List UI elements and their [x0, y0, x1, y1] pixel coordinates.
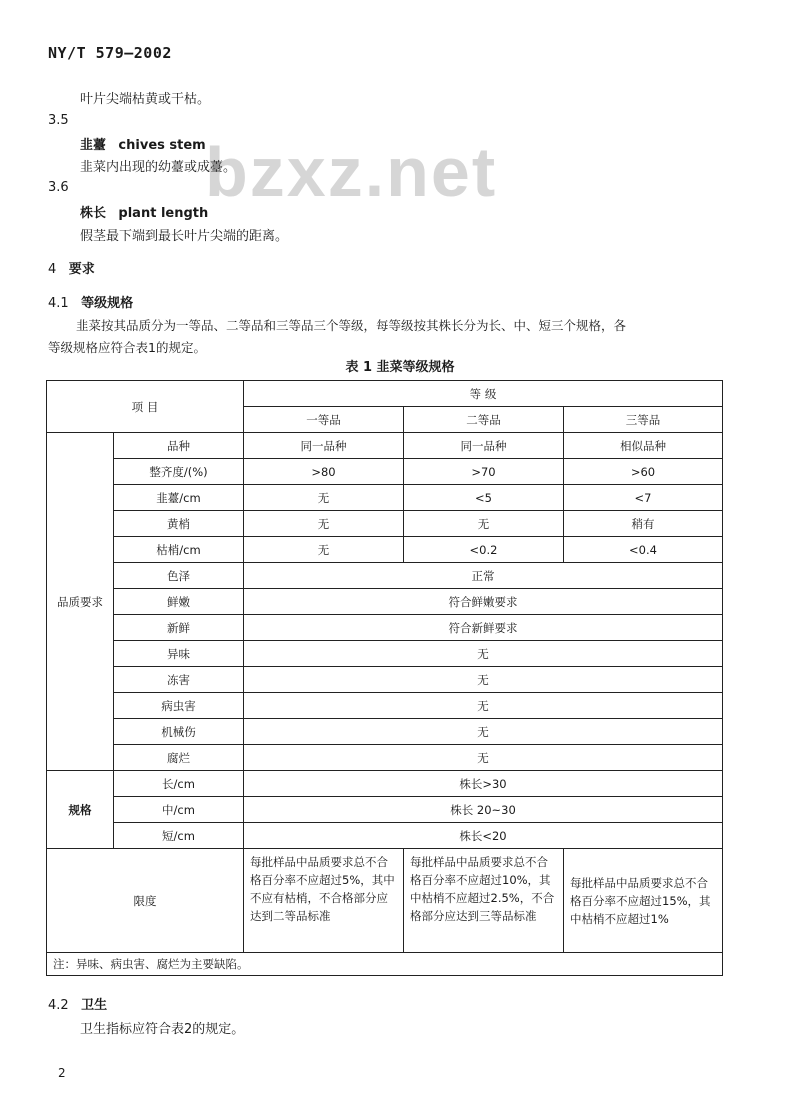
def-3-6-desc: 假茎最下端到最长叶片尖端的距离。	[80, 229, 289, 244]
row-label: 鲜嫩	[114, 589, 244, 615]
row-label: 病虫害	[114, 693, 244, 719]
merged-cell: 正常	[244, 563, 723, 589]
standard-code: NY/T 579—2002	[48, 44, 172, 62]
cell: <7	[564, 485, 723, 511]
merged-cell: 无	[244, 693, 723, 719]
def-term-en: plant length	[118, 206, 209, 221]
cell: >70	[404, 459, 564, 485]
cell: 同一品种	[404, 433, 564, 459]
row-label: 异味	[114, 641, 244, 667]
header-grade: 等 级	[244, 381, 723, 407]
cell: 无	[244, 511, 404, 537]
def-3-6-term	[80, 202, 208, 221]
cell: <5	[404, 485, 564, 511]
section-4-2-text: 卫生指标应符合表2的规定。	[80, 1022, 245, 1037]
row-label: 色泽	[114, 563, 244, 589]
table-caption: 表 1 韭菜等级规格	[345, 360, 455, 375]
cell: 同一品种	[244, 433, 404, 459]
section-title: 卫生	[81, 998, 108, 1013]
quality-label: 品质要求	[47, 433, 114, 771]
section-title: 要求	[68, 262, 95, 277]
merged-cell: 株长<20	[244, 823, 723, 849]
limit-grade-2: 每批样品中品质要求总不合格百分率不应超过10%，其中枯梢不应超过2.5%，不合格部分应达到三等品标准	[404, 849, 564, 953]
grade-spec-table	[46, 380, 723, 976]
row-label: 冻害	[114, 667, 244, 693]
row-label: 短/cm	[114, 823, 244, 849]
row-label: 枯梢/cm	[114, 537, 244, 563]
merged-cell: 无	[244, 641, 723, 667]
merged-cell: 符合新鲜要求	[244, 615, 723, 641]
def-3-5-number: 3.5	[48, 113, 69, 128]
table-note: 注：异味、病虫害、腐烂为主要缺陷。	[47, 953, 723, 976]
merged-cell: 株长 20~30	[244, 797, 723, 823]
row-label: 整齐度/(%)	[114, 459, 244, 485]
intro-line: 叶片尖端枯黄或干枯。	[80, 92, 211, 107]
def-term-zh: 韭薹	[80, 138, 107, 153]
row-label: 新鲜	[114, 615, 244, 641]
row-label: 机械伤	[114, 719, 244, 745]
row-label: 黄梢	[114, 511, 244, 537]
section-4-1-para-line2: 等级规格应符合表1的规定。	[48, 340, 206, 355]
def-term-en: chives stem	[118, 138, 206, 153]
cell: 无	[244, 485, 404, 511]
cell: <0.4	[564, 537, 723, 563]
row-label: 长/cm	[114, 771, 244, 797]
section-4-1-para-line1: 韭菜按其品质分为一等品、二等品和三等品三个等级，每等级按其株长分为长、中、短三个规格，各	[76, 318, 627, 333]
grade-3: 三等品	[564, 407, 723, 433]
def-term-zh: 株长	[80, 206, 107, 221]
cell: 稍有	[564, 511, 723, 537]
row-label: 腐烂	[114, 745, 244, 771]
grade-1: 一等品	[244, 407, 404, 433]
cell: 无	[404, 511, 564, 537]
cell: >60	[564, 459, 723, 485]
def-3-5-term	[80, 134, 206, 153]
row-label: 品种	[114, 433, 244, 459]
section-number: 4.2	[48, 998, 69, 1013]
section-title: 等级规格	[81, 296, 134, 311]
row-label: 中/cm	[114, 797, 244, 823]
cell: 相似品种	[564, 433, 723, 459]
page-number: 2	[58, 1066, 66, 1080]
watermark: bzxz.net	[205, 133, 498, 211]
merged-cell: 无	[244, 745, 723, 771]
cell: >80	[244, 459, 404, 485]
merged-cell: 无	[244, 667, 723, 693]
grade-2: 二等品	[404, 407, 564, 433]
section-4-1-heading	[48, 292, 133, 311]
def-3-6-number: 3.6	[48, 180, 69, 195]
cell: 无	[244, 537, 404, 563]
limit-grade-3: 每批样品中品质要求总不合格百分率不应超过15%，其中枯梢不应超过1%	[564, 849, 723, 953]
header-item: 项 目	[47, 381, 244, 433]
spec-label: 规格	[47, 771, 114, 849]
merged-cell: 无	[244, 719, 723, 745]
section-number: 4.1	[48, 296, 69, 311]
limit-grade-1: 每批样品中品质要求总不合格百分率不应超过5%，其中不应有枯梢，不合格部分应达到二等品标准	[244, 849, 404, 953]
cell: <0.2	[404, 537, 564, 563]
row-label: 韭薹/cm	[114, 485, 244, 511]
merged-cell: 株长>30	[244, 771, 723, 797]
merged-cell: 符合鲜嫩要求	[244, 589, 723, 615]
section-4-2-heading	[48, 994, 107, 1013]
section-4-heading	[48, 258, 95, 277]
def-3-5-desc: 韭菜内出现的幼薹或成薹。	[80, 160, 237, 175]
limit-label: 限度	[47, 849, 244, 953]
section-number: 4	[48, 262, 57, 277]
